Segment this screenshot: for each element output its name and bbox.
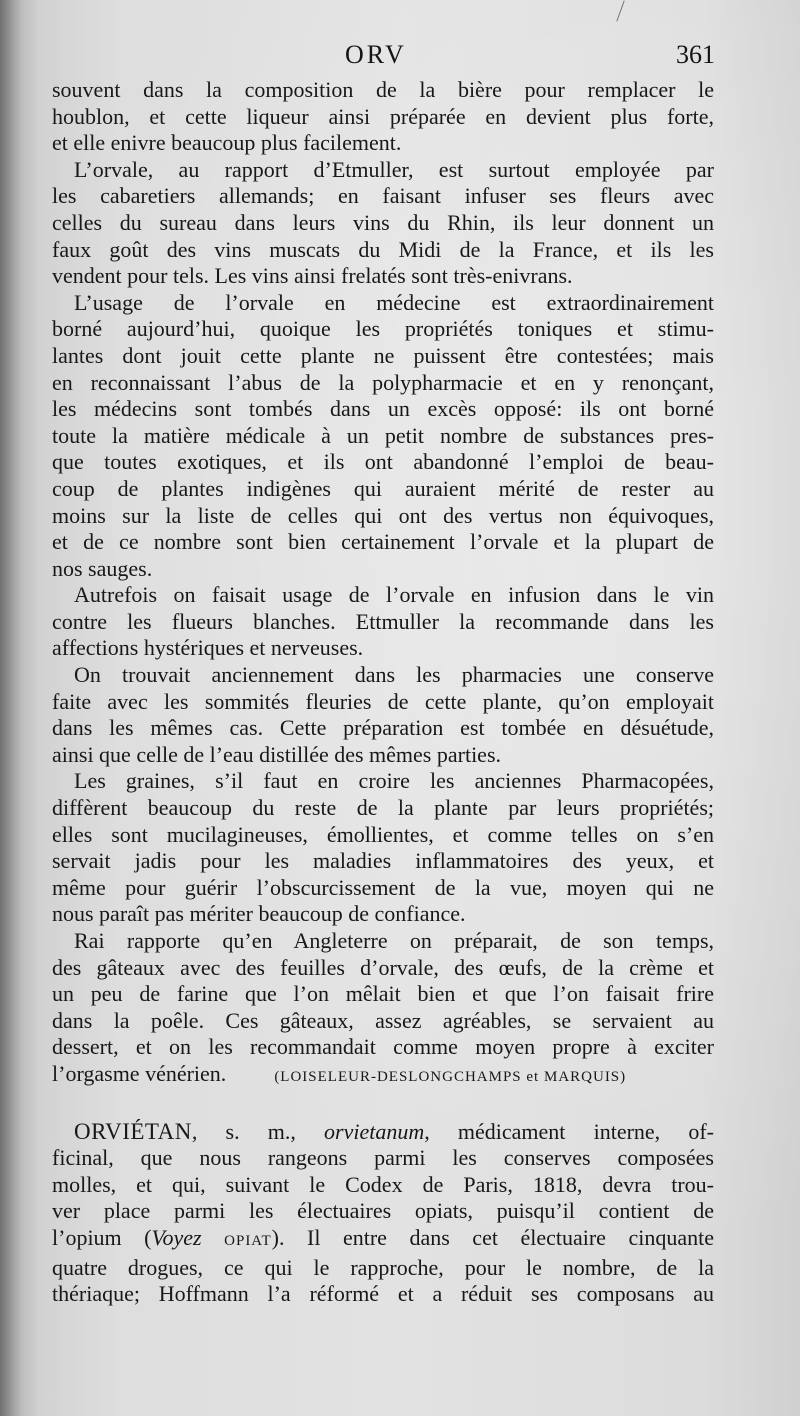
text-line: ainsi que celle de l’eau distillée des mêmes parties. — [52, 741, 502, 767]
cross-reference-line — [52, 1225, 714, 1255]
text-line: en reconnaissant l’abus de la polypharmacie et en y renonçant, — [52, 369, 714, 395]
paragraph — [52, 928, 714, 1091]
text-line: et elle enivre beaucoup plus facilement. — [52, 130, 402, 156]
closing-line — [52, 1061, 714, 1091]
scan-mark — [616, 0, 624, 21]
text-line: ficinal, que nous rangeons parmi les conserves composées — [52, 1145, 714, 1171]
text-line: servait jadis pour les maladies inflammatoires des yeux, et — [52, 848, 714, 874]
text-line: affections hystériques et nerveuses. — [52, 635, 364, 661]
text-line: molles, et qui, suivant le Codex de Paris, 1818, devra trou- — [52, 1171, 714, 1197]
body-text — [52, 77, 714, 1308]
text-line: Autrefois on faisait usage de l’orvale en infusion dans le vin — [74, 582, 714, 608]
text-line: que toutes exotiques, et ils ont abandonné l’emploi de beau- — [52, 449, 714, 475]
page-number: 361 — [676, 40, 715, 69]
text-line: Rai rapporte qu’en Angleterre on préparait, de son temps, — [74, 928, 714, 953]
text-line: L’orvale, au rapport d’Etmuller, est surtout employée par — [74, 156, 714, 182]
spine-shadow — [0, 0, 22, 1416]
page-header — [55, 40, 715, 78]
paragraph — [52, 77, 714, 157]
text-line: un peu de farine que l’on mêlait bien et que l’on faisait frire — [52, 981, 714, 1007]
text-line: souvent dans la composition de la bière pour remplacer le — [52, 77, 714, 102]
text-line: ver place parmi les électuaires opiats, puisqu’il contient de — [52, 1198, 714, 1224]
text-line: Les graines, s’il faut en croire les anciennes Pharmacopées, — [74, 768, 714, 794]
author-signature: (LOISELEUR-DESLONGCHAMPS et MARQUIS) — [274, 1068, 627, 1085]
ref-voyez: Voyez — [151, 1224, 202, 1250]
text-line: houblon, et cette liqueur ainsi préparée en devient plus forte, — [52, 103, 714, 129]
entry-first-line — [52, 1119, 714, 1146]
text-line: thériaque; Hoffmann l’a réformé et a réduit ses composans au — [52, 1281, 714, 1307]
text-line: toute la matière médicale à un petit nombre de substances pres- — [52, 422, 714, 448]
ref-word: OPIAT — [224, 1232, 272, 1249]
text-line: nous paraît pas mériter beaucoup de confiance. — [52, 901, 466, 927]
text-line: des gâteaux avec des feuilles d’orvale, des œufs, de la crème et — [52, 954, 714, 980]
text-line: dans la poêle. Ces gâteaux, assez agréables, se servaient au — [52, 1007, 714, 1033]
text-line: même pour guérir l’obscurcissement de la vue, moyen qui ne — [52, 874, 714, 900]
text-line: les cabaretiers allemands; en faisant infuser ses fleurs avec — [52, 183, 714, 209]
entry-headword: ORVIÉTAN — [74, 1118, 192, 1144]
text-line: diffèrent beaucoup du reste de la plante par leurs propriétés; — [52, 795, 714, 821]
paragraph — [52, 290, 714, 583]
text-line: elles sont mucilagineuses, émollientes, et comme telles on s’en — [52, 821, 714, 847]
text-line: et de ce nombre sont bien certainement l’orvale et la plupart de — [52, 529, 714, 555]
entry-gap — [52, 1091, 714, 1119]
text-line: lantes dont jouit cette plante ne puissent être contestées; mais — [52, 342, 714, 368]
dictionary-entry — [52, 1119, 714, 1308]
running-head: ORV — [345, 40, 407, 69]
ref-after: ). Il entre dans cet électuaire cinquante — [271, 1224, 714, 1250]
text-line: quatre drogues, ce qui le rapproche, pour le nombre, de la — [52, 1254, 714, 1280]
text-line: faite avec les sommités fleuries de cette plante, qu’on employait — [52, 688, 714, 714]
text-line: borné aujourd’hui, quoique les propriétés toniques et stimu- — [52, 316, 714, 342]
text-line: faux goût des vins muscats du Midi de la France, et ils les — [52, 236, 714, 262]
text-line: coup de plantes indigènes qui auraient mérité de rester au — [52, 475, 714, 501]
text-line: nos sauges. — [52, 555, 153, 581]
entry-latin-name: orvietanum — [324, 1118, 425, 1144]
text-line: dessert, et on les recommandait comme moyen propre à exciter — [52, 1034, 714, 1060]
text-line: les médecins sont tombés dans un excès opposé: ils ont borné — [52, 396, 714, 422]
entry-first-line-rest: , médicament interne, of- — [424, 1118, 714, 1144]
closing-text: l’orgasme vénérien. — [52, 1060, 227, 1086]
ref-before: l’opium ( — [52, 1224, 152, 1250]
text-line: vendent pour tels. Les vins ainsi frelatés sont très-enivrans. — [52, 263, 573, 289]
paragraph — [52, 157, 714, 290]
paragraph — [52, 662, 714, 768]
text-line: moins sur la liste de celles qui ont des vertus non équivoques, — [52, 502, 714, 528]
paragraph — [52, 582, 714, 662]
paragraph — [52, 768, 714, 928]
text-line: contre les flueurs blanches. Ettmuller la recommande dans les — [52, 608, 714, 634]
text-line: L’usage de l’orvale en médecine est extraordinairement — [74, 289, 714, 315]
text-line: dans les mêmes cas. Cette préparation est tombée en désuétude, — [52, 715, 714, 741]
text-line: On trouvait anciennement dans les pharmacies une conserve — [74, 662, 714, 688]
text-line: celles du sureau dans leurs vins du Rhin, ils leur donnent un — [52, 209, 714, 235]
entry-grammar: , s. m., — [191, 1118, 325, 1144]
